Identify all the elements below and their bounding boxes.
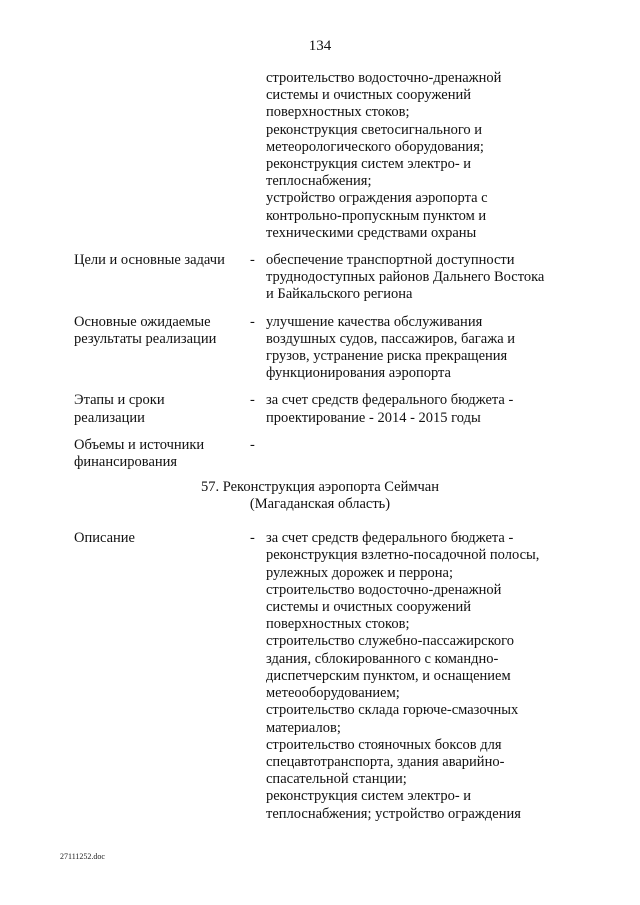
row-dash: - [250,530,255,547]
continuation-row [0,70,640,242]
goals-row [0,252,640,304]
row-label: Объемы и источники финансирования [74,436,205,471]
row-label: Основные ожидаемые результаты реализации [74,313,217,347]
row-label: Цели и основные задачи [74,252,225,269]
row-dash: - [250,252,255,269]
footer-filename: 27111252.doc [60,852,105,861]
document-body [0,70,640,833]
row-dash: - [250,313,255,330]
page-number: 134 [308,38,332,54]
row-value: улучшение качества обслуживания воздушных судов, пассажиров, багажа и грузов, устранение риска прекращения функционирования аэропорта [266,313,516,382]
row-dash: - [250,436,255,453]
row-dash: - [250,392,255,409]
row-label: Описание [74,530,135,547]
expected-results-row [0,314,640,383]
row-value: обеспечение транспортной доступности труднодоступных районов Дальнего Востока и Байкальского региона [266,252,545,303]
row-label: Этапы и сроки реализации [74,392,165,426]
row-value: строительство водосточно-дренажной системы и очистных сооружений поверхностных стоков; реконструкция светосигнального и метеорологического оборудования; реконструкция систем электро- и теплоснабжения; устройство ограждения аэропорта с контрольно-пропускным пунктом и техническими средствами охраны [266,70,502,241]
stages-row [0,392,640,426]
funding-row [0,437,640,471]
description-row [0,530,640,822]
row-value: за счет средств федерального бюджета - проектирование - 2014 - 2015 годы [266,392,514,426]
row-value: за счет средств федерального бюджета - реконструкция взлетно-посадочной полосы, рулежных дорожек и перрона; строительство водосточно-дренажной системы и очистных сооружений поверхностных стоков; строительство служебно-пассажирского здания, сблокированного с командно- диспетчерским пунктом, и оснащением метеооборудованием; строительство склада горюче-смазочных материалов; строительство стояночных боксов для спецавтотранспорта, здания аварийно- спасательной станции; реконструкция систем электро- и теплоснабжения; устройство ограждения [266,530,540,822]
section-title: 57. Реконструкция аэропорта Сеймчан (Магаданская область) [200,478,439,513]
